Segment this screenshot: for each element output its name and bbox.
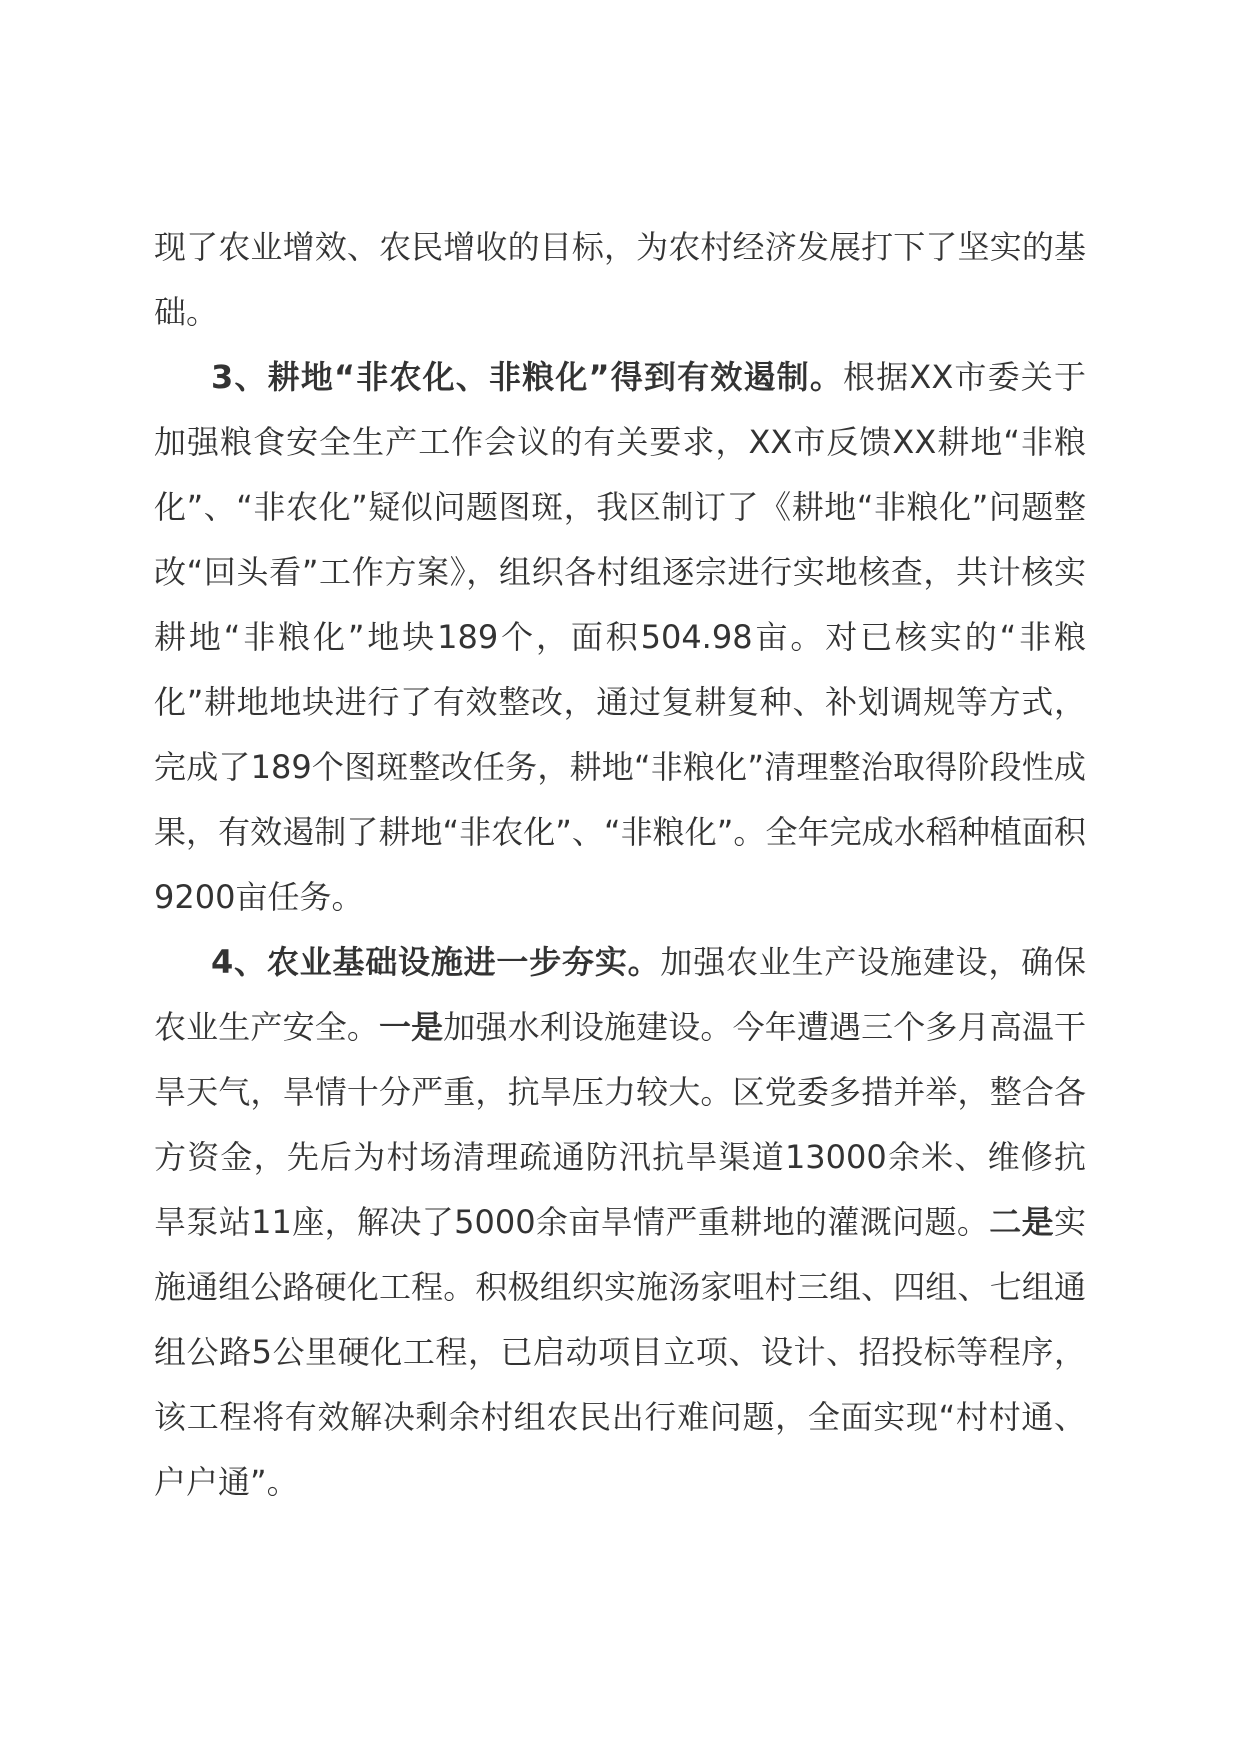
paragraph-text: 加强农业生产设施建设，确保农业生产安全。 — [154, 943, 1086, 1046]
paragraph-text: 加强水利设施建设。今年遭遇三个多月高温干旱天气，旱情十分严重，抗旱压力较大。区党委多措并举，整合各方资金，先后为村场清理疏通防汛抗旱渠道13000余米、维修抗旱泵站11座，解决了5000余亩旱情严重耕地的灌溉问题。 — [154, 1008, 1086, 1241]
paragraph-text: 现了农业增效、农民增收的目标，为农村经济发展打下了坚实的基础。 — [154, 228, 1086, 331]
section-heading-3: 3、耕地“非农化、非粮化”得到有效遏制。 — [211, 358, 844, 396]
paragraph-section-4 — [154, 930, 1086, 1515]
point-marker-second: 二是 — [989, 1203, 1054, 1241]
paragraph-text: 实施通组公路硬化工程。积极组织实施汤家咀村三组、四组、七组通组公路5公里硬化工程，已启动项目立项、设计、招投标等程序，该工程将有效解决剩余村组农民出行难问题，全面实现“村村通、户户通”。 — [154, 1203, 1086, 1501]
paragraph-section-3 — [154, 345, 1086, 930]
point-marker-first: 一是 — [379, 1008, 444, 1046]
section-heading-4: 4、农业基础设施进一步夯实。 — [211, 943, 661, 981]
paragraph-continuation — [154, 215, 1086, 345]
document-body — [154, 215, 1086, 1515]
paragraph-text: 根据XX市委关于加强粮食安全生产工作会议的有关要求，XX市反馈XX耕地“非粮化”、“非农化”疑似问题图斑，我区制订了《耕地“非粮化”问题整改“回头看”工作方案》，组织各村组逐宗进行实地核查，共计核实耕地“非粮化”地块189个，面积504.98亩。对已核实的“非粮化”耕地地块进行了有效整改，通过复耕复种、补划调规等方式，完成了189个图斑整改任务，耕地“非粮化”清理整治取得阶段性成果，有效遏制了耕地“非农化”、“非粮化”。全年完成水稻种植面积9200亩任务。 — [154, 358, 1086, 916]
